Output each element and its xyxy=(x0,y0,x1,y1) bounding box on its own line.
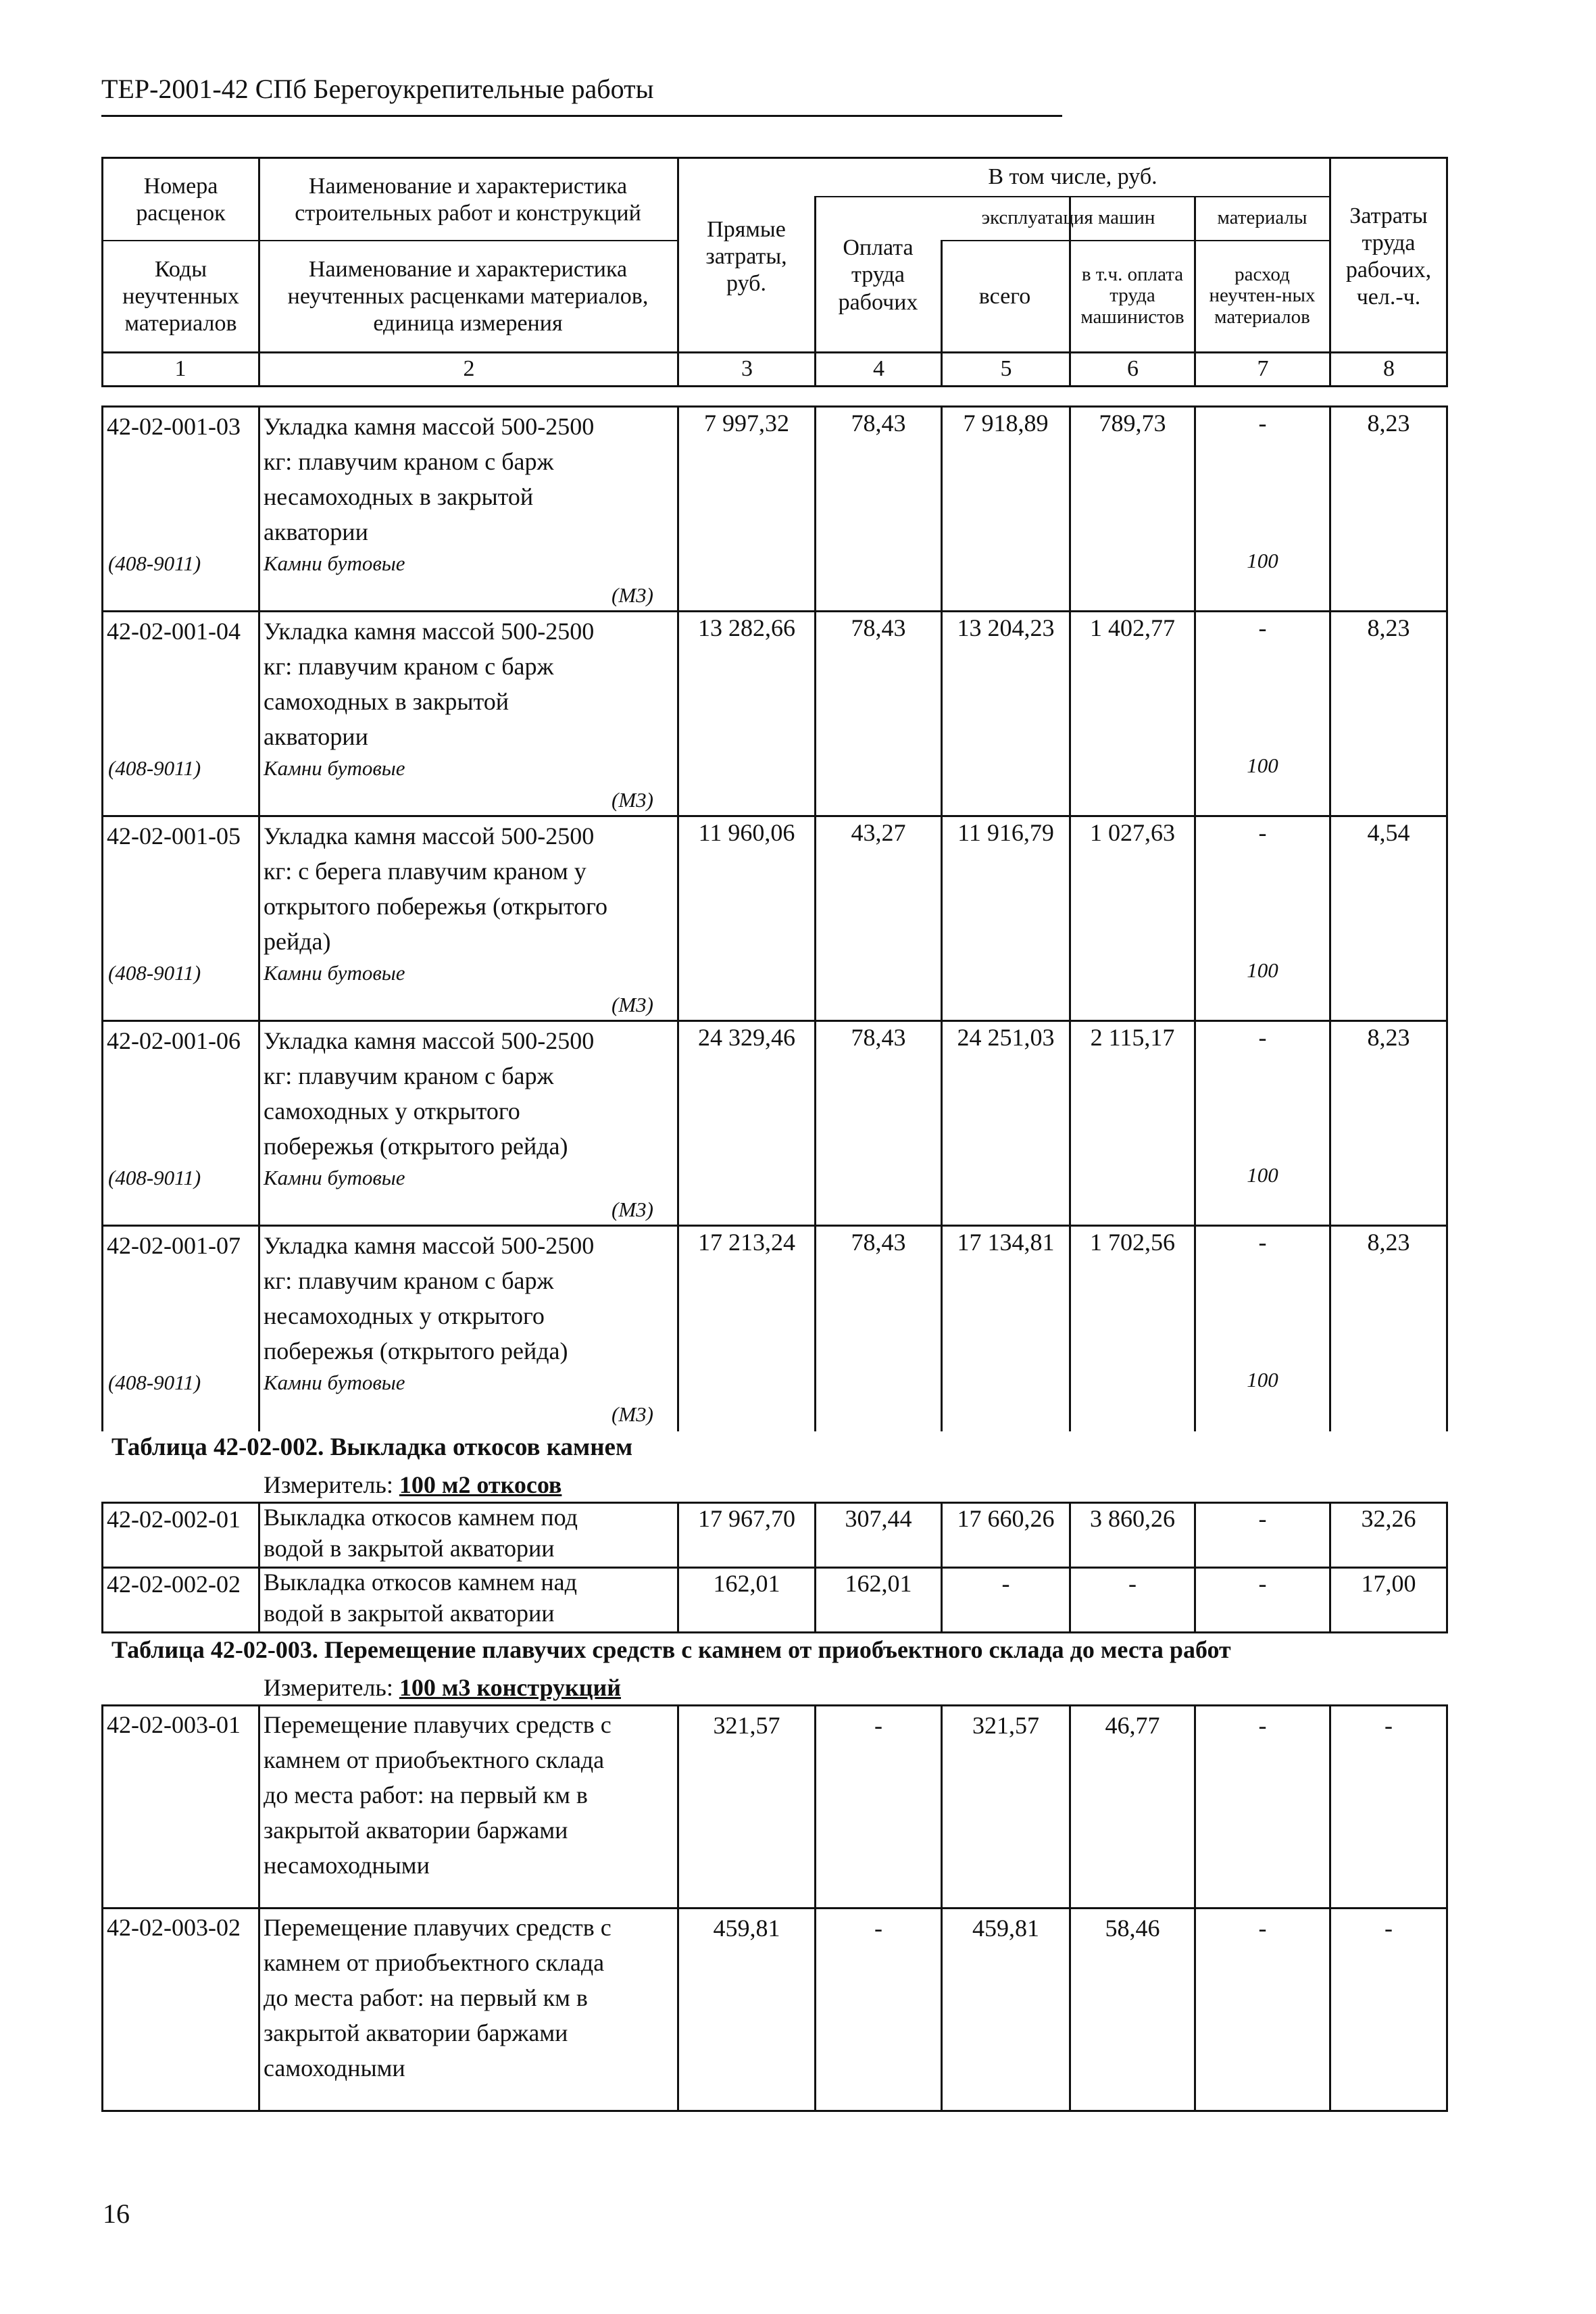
machine-total: 17 134,81 xyxy=(957,1229,1055,1256)
materials-cost: - xyxy=(1258,1505,1267,1532)
labor-cost: - xyxy=(874,1712,882,1739)
tbl-line xyxy=(101,815,1447,817)
tbl-line xyxy=(814,405,816,1431)
machine-total: 321,57 xyxy=(972,1712,1039,1739)
material-quantity: 100 xyxy=(1247,1368,1278,1392)
tbl-line xyxy=(101,1907,1447,1909)
machine-total: 459,81 xyxy=(972,1915,1039,1942)
material-name: Камни бутовые xyxy=(264,551,405,575)
work-description: Перемещение плавучих средств с камнем от приобъектного склада до места работ: на первый км в закрытой акватории баржами несамоходными xyxy=(264,1711,612,1879)
header-col2-bottom: Наименование и характеристика неучтенных расценками материалов, единица измерения xyxy=(287,256,649,337)
col-number: 2 xyxy=(463,355,475,381)
meter-label: Измеритель: xyxy=(264,1471,393,1498)
material-quantity: 100 xyxy=(1247,754,1278,777)
direct-costs: 13 282,66 xyxy=(698,614,795,641)
hdr-line xyxy=(814,196,1331,197)
rate-code: 42-02-001-05 xyxy=(107,822,241,850)
material-name: Камни бутовые xyxy=(264,961,405,985)
col-number: 8 xyxy=(1383,355,1395,381)
header-col1-top: Номера расценок xyxy=(136,173,226,226)
page-number: 16 xyxy=(103,2198,130,2229)
materials-cost: - xyxy=(1258,819,1267,846)
labor-hours: 8,23 xyxy=(1367,410,1410,437)
col-number: 5 xyxy=(1000,355,1012,381)
direct-costs: 162,01 xyxy=(713,1570,780,1597)
work-description: Укладка камня массой 500-2500 кг: плавучим краном с барж самоходных у открытого побережья (открытого рейда) xyxy=(264,1027,595,1160)
machine-total: 13 204,23 xyxy=(957,614,1055,641)
machine-total: 17 660,26 xyxy=(957,1505,1055,1532)
material-unit: (М3) xyxy=(612,788,653,812)
rate-code: 42-02-001-03 xyxy=(107,413,241,440)
material-code: (408-9011) xyxy=(108,551,201,575)
machine-total: 24 251,03 xyxy=(957,1024,1055,1051)
tbl-line xyxy=(258,405,260,1431)
header-materials: материалы xyxy=(1217,207,1307,229)
tbl-line xyxy=(101,1502,103,1633)
direct-costs: 11 960,06 xyxy=(698,819,795,846)
materials-cost: - xyxy=(1258,1570,1267,1597)
col-number: 6 xyxy=(1127,355,1139,381)
col-number: 7 xyxy=(1257,355,1269,381)
direct-costs: 459,81 xyxy=(713,1915,780,1942)
materials-cost: - xyxy=(1258,1229,1267,1256)
header-col2-top: Наименование и характеристика строительных работ и конструкций xyxy=(295,173,641,226)
meter-value: 100 м3 конструкций xyxy=(399,1674,621,1701)
material-quantity: 100 xyxy=(1247,549,1278,572)
table-title: Таблица 42-02-003. Перемещение плавучих средств с камнем от приобъектного склада до места работ xyxy=(111,1636,1231,1663)
materials-cost: - xyxy=(1258,1915,1267,1942)
machinist-labor: - xyxy=(1128,1570,1137,1597)
machine-total: 11 916,79 xyxy=(957,819,1054,846)
tbl-line xyxy=(258,1704,260,2112)
tbl-line xyxy=(1329,405,1331,1431)
hdr-line xyxy=(101,157,1447,159)
material-unit: (М3) xyxy=(612,1198,653,1221)
tbl-line xyxy=(101,1631,1447,1633)
direct-costs: 24 329,46 xyxy=(698,1024,795,1051)
materials-cost: - xyxy=(1258,1024,1267,1051)
tbl-line xyxy=(677,1704,679,2112)
rate-code: 42-02-003-02 xyxy=(107,1914,241,1941)
tbl-line xyxy=(1069,1704,1071,2112)
labor-hours: 8,23 xyxy=(1367,1229,1410,1256)
labor-hours: 8,23 xyxy=(1367,614,1410,641)
machinist-labor: 2 115,17 xyxy=(1090,1024,1175,1051)
tbl-line xyxy=(941,405,943,1431)
direct-costs: 321,57 xyxy=(713,1712,780,1739)
tbl-line xyxy=(258,1502,260,1633)
work-description: Выкладка откосов камнем под водой в закрытой акватории xyxy=(264,1504,578,1562)
tbl-line xyxy=(101,610,1447,612)
col-number: 1 xyxy=(174,355,186,381)
work-description: Перемещение плавучих средств с камнем от приобъектного склада до места работ: на первый км в закрытой акватории баржами самоходными xyxy=(264,1914,612,2082)
header-col3: Прямые затраты, руб. xyxy=(705,216,787,297)
header-col5: всего xyxy=(978,283,1031,309)
labor-cost: 78,43 xyxy=(851,614,906,641)
labor-cost: 307,44 xyxy=(845,1505,912,1532)
table-title: Таблица 42-02-002. Выкладка откосов камнем xyxy=(111,1433,633,1461)
direct-costs: 17 213,24 xyxy=(698,1229,795,1256)
materials-cost: - xyxy=(1258,1712,1267,1739)
labor-hours: 32,26 xyxy=(1361,1505,1416,1532)
labor-hours: 17,00 xyxy=(1361,1570,1416,1597)
tbl-line xyxy=(1446,405,1448,1431)
header-col6: в т.ч. оплата труда машинистов xyxy=(1080,264,1184,328)
work-description: Укладка камня массой 500-2500 кг: плавучим краном с барж самоходных в закрытой акватории xyxy=(264,618,595,750)
tbl-line xyxy=(1329,1704,1331,2112)
machine-total: - xyxy=(1001,1570,1010,1597)
tbl-line xyxy=(101,405,103,1431)
work-description: Укладка камня массой 500-2500 кг: с берега плавучим краном у открытого побережья (открытого рейда) xyxy=(264,822,608,955)
rate-code: 42-02-002-02 xyxy=(107,1571,241,1598)
meter-label: Измеритель: xyxy=(264,1674,393,1701)
hdr-line xyxy=(101,385,1447,387)
rate-code: 42-02-001-04 xyxy=(107,618,241,645)
labor-cost: 78,43 xyxy=(851,410,906,437)
rate-code: 42-02-001-06 xyxy=(107,1027,241,1054)
machine-total: 7 918,89 xyxy=(963,410,1049,437)
material-code: (408-9011) xyxy=(108,961,201,985)
labor-hours: 8,23 xyxy=(1367,1024,1410,1051)
header-col8: Затраты труда рабочих, чел.-ч. xyxy=(1345,203,1432,310)
hdr-line xyxy=(941,240,1331,241)
material-unit: (М3) xyxy=(612,1402,653,1426)
labor-cost: 162,01 xyxy=(845,1570,912,1597)
tbl-line xyxy=(677,405,679,1431)
page-header: ТЕР-2001-42 СПб Берегоукрепительные работы xyxy=(101,74,654,104)
tbl-line xyxy=(101,1225,1447,1227)
tbl-line xyxy=(101,405,1447,408)
rate-code: 42-02-001-07 xyxy=(107,1232,241,1259)
labor-hours: - xyxy=(1385,1915,1393,1942)
rate-code: 42-02-003-01 xyxy=(107,1711,241,1738)
machinist-labor: 3 860,26 xyxy=(1090,1505,1175,1532)
header-rule xyxy=(101,115,1062,117)
material-name: Камни бутовые xyxy=(264,1371,405,1394)
table-meter xyxy=(264,1673,621,1702)
meter-value: 100 м2 откосов xyxy=(399,1471,562,1498)
rate-code: 42-02-002-01 xyxy=(107,1506,241,1533)
labor-hours: - xyxy=(1385,1712,1393,1739)
material-quantity: 100 xyxy=(1247,1163,1278,1187)
col-number: 3 xyxy=(741,355,753,381)
machinist-labor: 1 402,77 xyxy=(1090,614,1175,641)
tbl-line xyxy=(1446,1502,1448,1633)
material-unit: (М3) xyxy=(612,583,653,607)
materials-cost: - xyxy=(1258,614,1267,641)
header-machines: эксплуатация машин xyxy=(981,207,1155,229)
machinist-labor: 58,46 xyxy=(1105,1915,1160,1942)
material-unit: (М3) xyxy=(612,993,653,1016)
material-name: Камни бутовые xyxy=(264,756,405,780)
tbl-line xyxy=(101,1704,103,2112)
work-description: Выкладка откосов камнем над водой в закрытой акватории xyxy=(264,1569,577,1627)
tbl-line xyxy=(941,1704,943,2112)
tbl-line xyxy=(814,1704,816,2112)
labor-hours: 4,54 xyxy=(1367,819,1410,846)
labor-cost: 78,43 xyxy=(851,1024,906,1051)
hdr-line xyxy=(101,240,679,241)
machinist-labor: 1 702,56 xyxy=(1090,1229,1175,1256)
tbl-line xyxy=(101,2110,1447,2112)
work-description: Укладка камня массой 500-2500 кг: плавучим краном с барж несамоходных у открытого побережья (открытого рейда) xyxy=(264,1232,595,1364)
machinist-labor: 789,73 xyxy=(1099,410,1166,437)
tbl-line xyxy=(101,1020,1447,1022)
materials-cost: - xyxy=(1258,410,1267,437)
header-col4: Оплата труда рабочих xyxy=(838,235,918,315)
material-code: (408-9011) xyxy=(108,756,201,780)
direct-costs: 17 967,70 xyxy=(698,1505,795,1532)
tbl-line xyxy=(1446,1704,1448,2112)
material-code: (408-9011) xyxy=(108,1166,201,1189)
header-col1-bottom: Коды неучтенных материалов xyxy=(122,256,239,337)
material-code: (408-9011) xyxy=(108,1371,201,1394)
labor-cost: - xyxy=(874,1915,882,1942)
col-number: 4 xyxy=(873,355,884,381)
header-col7: расход неучтен-ных материалов xyxy=(1209,264,1316,328)
labor-cost: 78,43 xyxy=(851,1229,906,1256)
machinist-labor: 1 027,63 xyxy=(1090,819,1175,846)
tbl-line xyxy=(1069,405,1071,1431)
direct-costs: 7 997,32 xyxy=(704,410,789,437)
labor-cost: 43,27 xyxy=(851,819,906,846)
material-name: Камни бутовые xyxy=(264,1166,405,1189)
work-description: Укладка камня массой 500-2500 кг: плавучим краном с барж несамоходных в закрытой акватории xyxy=(264,413,595,545)
header-group: В том числе, руб. xyxy=(988,164,1157,189)
tbl-line xyxy=(1194,1704,1196,2112)
material-quantity: 100 xyxy=(1247,958,1278,982)
tbl-line xyxy=(101,1704,1447,1706)
table-meter xyxy=(264,1471,562,1499)
machinist-labor: 46,77 xyxy=(1105,1712,1160,1739)
